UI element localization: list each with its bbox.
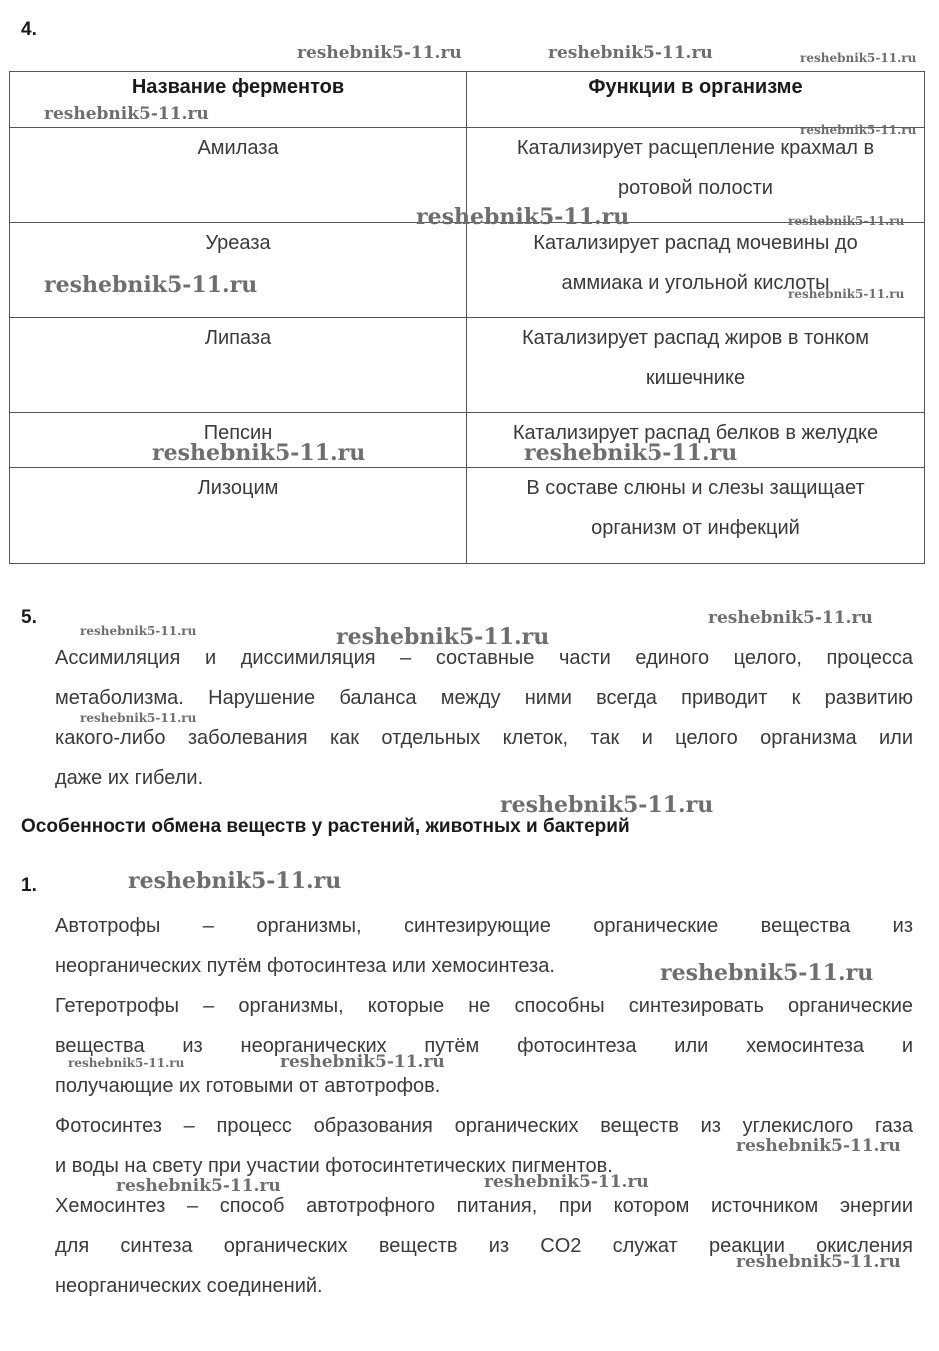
function-line: В составе слюны и слезы защищает	[526, 477, 865, 499]
watermark: reshebnik5-11.ru	[68, 1056, 185, 1070]
paragraph-line: вещества из неорганических путём фотосинтеза или хемосинтеза и	[55, 1035, 913, 1057]
watermark: reshebnik5-11.ru	[788, 214, 905, 228]
enzyme-name-cell: Пепсин	[10, 413, 467, 468]
paragraph-line: для синтеза органических веществ из CO2 служат реакции окисления	[55, 1235, 913, 1257]
table-row	[10, 318, 925, 413]
paragraph-line: Фотосинтез – процесс образования органических веществ из углекислого газа	[55, 1115, 913, 1137]
function-line: Катализирует распад жиров в тонком	[522, 327, 869, 349]
task-5-number: 5.	[21, 607, 37, 628]
paragraph-line: Гетеротрофы – организмы, которые не способны синтезировать органические	[55, 995, 913, 1017]
task-1-paragraph	[55, 906, 913, 1306]
paragraph-line: даже их гибели.	[55, 767, 204, 789]
watermark: reshebnik5-11.ru	[788, 287, 905, 301]
paragraph-line: Хемосинтез – способ автотрофного питания, при котором источником энергии	[55, 1195, 913, 1217]
watermark: reshebnik5-11.ru	[80, 624, 197, 638]
watermark: reshebnik5-11.ru	[524, 440, 738, 466]
paragraph-line: метаболизма. Нарушение баланса между ними всегда приводит к развитию	[55, 687, 913, 709]
task-4-number: 4.	[21, 19, 37, 40]
watermark: reshebnik5-11.ru	[708, 608, 873, 628]
watermark: reshebnik5-11.ru	[416, 204, 630, 230]
function-line: Катализирует расщепление крахмал в	[516, 137, 875, 159]
enzyme-name-cell: Уреаза	[10, 223, 467, 318]
table-header-row	[10, 72, 925, 128]
watermark: reshebnik5-11.ru	[128, 868, 342, 894]
watermark: reshebnik5-11.ru	[44, 104, 209, 124]
enzyme-name-cell: Лизоцим	[10, 468, 467, 564]
enzyme-function-cell	[467, 128, 925, 223]
paragraph-line: неорганических соединений.	[55, 1275, 323, 1297]
paragraph-line: и воды на свету при участии фотосинтетических пигментов.	[55, 1155, 613, 1177]
watermark: reshebnik5-11.ru	[297, 43, 462, 63]
header-function: Функции в организме	[467, 72, 925, 128]
function-line: Катализирует распад белков в желудке	[512, 422, 879, 444]
watermark: reshebnik5-11.ru	[800, 123, 917, 137]
watermark: reshebnik5-11.ru	[800, 51, 917, 65]
table-row	[10, 468, 925, 564]
function-line: Катализирует распад мочевины до	[533, 232, 858, 254]
watermark: reshebnik5-11.ru	[44, 272, 258, 298]
watermark: reshebnik5-11.ru	[484, 1172, 649, 1192]
function-line: ротовой полости	[618, 177, 773, 199]
enzyme-name-cell: Липаза	[10, 318, 467, 413]
watermark: reshebnik5-11.ru	[660, 960, 874, 986]
watermark: reshebnik5-11.ru	[736, 1136, 901, 1156]
task-5-paragraph	[55, 638, 913, 798]
paragraph-line: какого-либо заболевания как отдельных клеток, так и целого организма или	[55, 727, 913, 749]
table-row	[10, 413, 925, 468]
enzyme-function-cell	[467, 413, 925, 468]
watermark: reshebnik5-11.ru	[500, 792, 714, 818]
watermark: reshebnik5-11.ru	[280, 1052, 445, 1072]
table-row	[10, 128, 925, 223]
enzyme-name-cell: Амилаза	[10, 128, 467, 223]
paragraph-line: Ассимиляция и диссимиляция – составные части единого целого, процесса	[55, 647, 913, 669]
enzyme-function-cell	[467, 468, 925, 564]
paragraph-line: Автотрофы – организмы, синтезирующие органические вещества из	[55, 915, 913, 937]
watermark: reshebnik5-11.ru	[548, 43, 713, 63]
watermark: reshebnik5-11.ru	[116, 1176, 281, 1196]
section-heading: Особенности обмена веществ у растений, животных и бактерий	[21, 816, 630, 837]
paragraph-line: неорганических путём фотосинтеза или хемосинтеза.	[55, 955, 555, 977]
enzyme-function-cell	[467, 223, 925, 318]
watermark: reshebnik5-11.ru	[336, 624, 550, 650]
function-line: аммиака и угольной кислоты	[561, 272, 830, 294]
function-line: кишечнике	[645, 367, 746, 389]
enzyme-function-cell	[467, 318, 925, 413]
watermark: reshebnik5-11.ru	[152, 440, 366, 466]
task-1-number: 1.	[21, 875, 37, 896]
enzymes-table	[9, 71, 925, 564]
watermark: reshebnik5-11.ru	[736, 1252, 901, 1272]
table-row	[10, 223, 925, 318]
header-enzyme-name: Название ферментов	[10, 72, 467, 128]
function-line: организм от инфекций	[591, 517, 800, 539]
watermark: reshebnik5-11.ru	[80, 711, 197, 725]
paragraph-line: получающие их готовыми от автотрофов.	[55, 1075, 441, 1097]
